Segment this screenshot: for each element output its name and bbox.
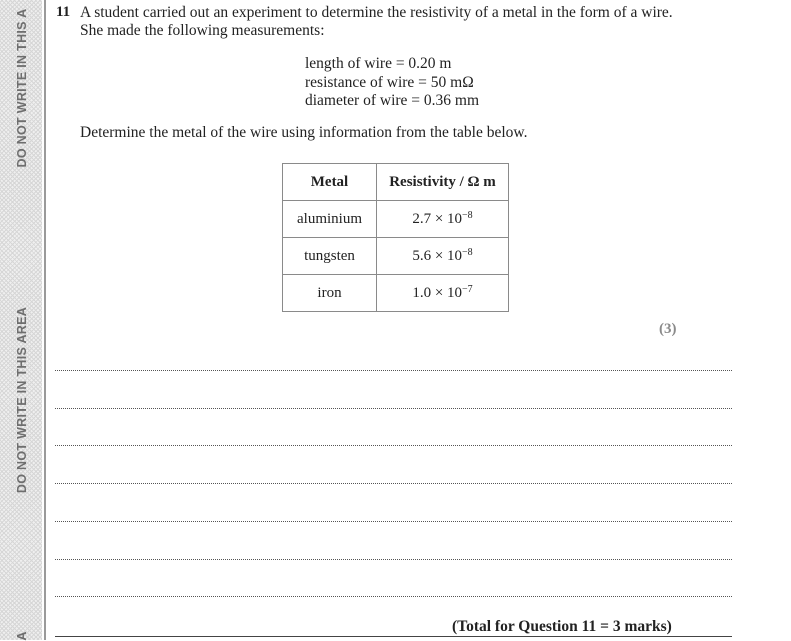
metal-cell: aluminium — [283, 201, 377, 238]
measurement-length: length of wire = 0.20 m — [305, 55, 452, 72]
resistivity-mantissa: 1.0 × 10 — [412, 284, 463, 301]
resistivity-mantissa: 2.7 × 10 — [412, 210, 463, 227]
resistivity-exponent: −7 — [462, 283, 473, 295]
table-row — [283, 201, 509, 238]
resistivity-cell — [377, 201, 509, 238]
metal-cell: iron — [283, 275, 377, 312]
table-header-row — [283, 164, 509, 201]
table-row — [283, 275, 509, 312]
question-instruction: Determine the metal of the wire using information from the table below. — [80, 124, 528, 141]
table-row — [283, 238, 509, 275]
metal-cell: tungsten — [283, 238, 377, 275]
margin-hatch-strip — [0, 0, 42, 640]
margin-warning-bottom: A — [15, 631, 29, 641]
header-resistivity: Resistivity / Ω m — [377, 164, 509, 201]
question-text: A student carried out an experiment to determine the resistivity of a metal in the form of a wire. She made the following measurements: — [80, 4, 673, 39]
margin-rule — [44, 0, 46, 640]
answer-line[interactable] — [55, 521, 732, 522]
resistivity-cell — [377, 238, 509, 275]
question-marks: (3) — [659, 321, 677, 337]
answer-line[interactable] — [55, 408, 732, 409]
resistivity-exponent: −8 — [462, 209, 473, 221]
resistivity-mantissa: 5.6 × 10 — [412, 247, 463, 264]
header-metal: Metal — [283, 164, 377, 201]
margin-warning-middle: DO NOT WRITE IN THIS AREA — [15, 306, 29, 494]
answer-line[interactable] — [55, 483, 732, 484]
measurement-diameter: diameter of wire = 0.36 mm — [305, 92, 480, 109]
answer-line[interactable] — [55, 596, 732, 597]
answer-line[interactable] — [55, 559, 732, 560]
question-number: 11 — [56, 4, 71, 20]
measurements-block — [305, 55, 479, 111]
margin-warning-top: DO NOT WRITE IN THIS A — [15, 8, 29, 168]
resistivity-table — [282, 163, 509, 312]
question-total: (Total for Question 11 = 3 marks) — [452, 618, 672, 635]
answer-line[interactable] — [55, 445, 732, 446]
resistivity-exponent: −8 — [462, 246, 473, 258]
measurement-resistance: resistance of wire = 50 mΩ — [305, 73, 474, 91]
resistivity-cell — [377, 275, 509, 312]
answer-line[interactable] — [55, 370, 732, 371]
bottom-rule — [55, 636, 732, 637]
